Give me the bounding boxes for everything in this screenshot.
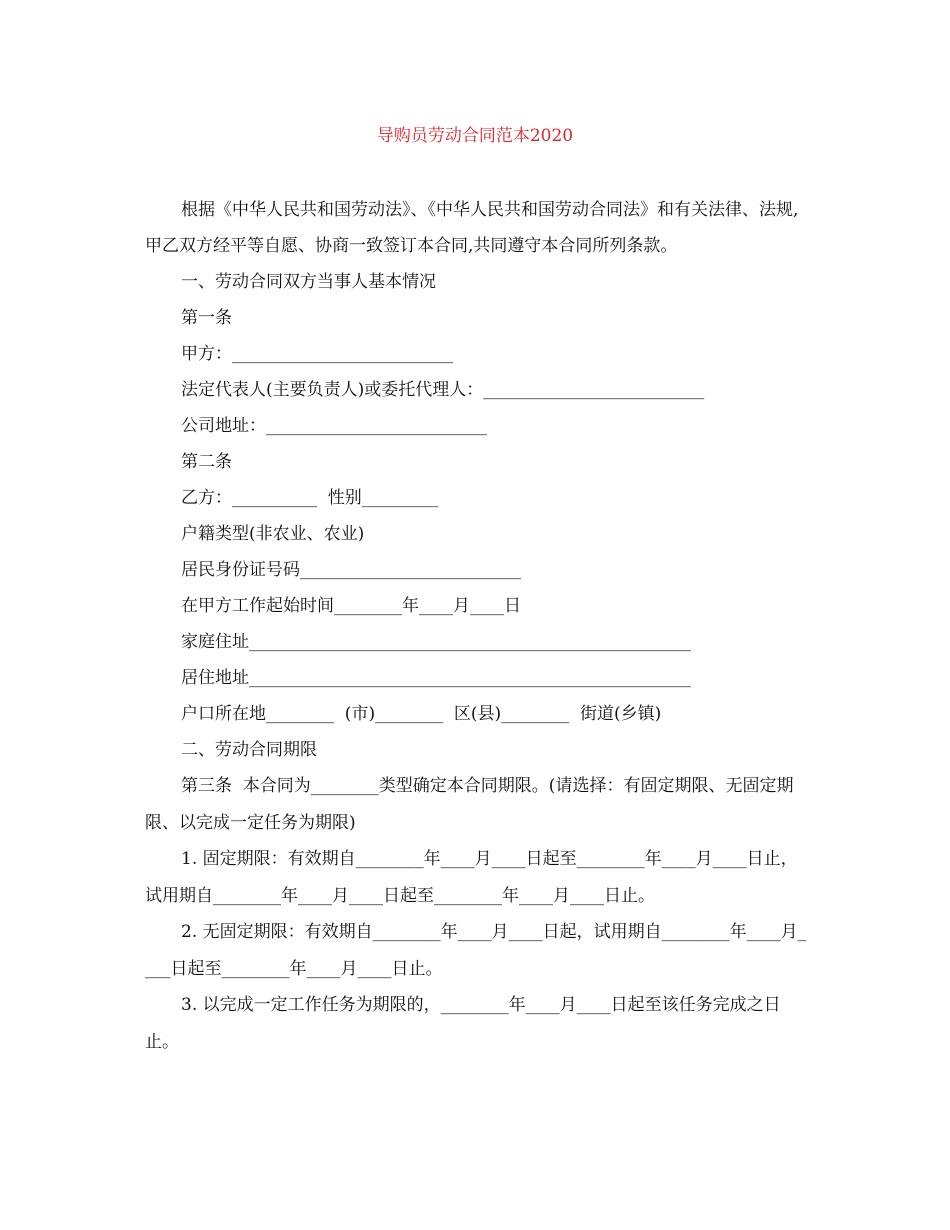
legal-representative-line: 法定代表人(主要负责人)或委托代理人：__________________________ (181, 380, 705, 400)
household-type-line: 户籍类型(非农业、农业) (181, 524, 365, 544)
article-3-paragraph: 第三条 本合同为________类型确定本合同期限。(请选择：有固定期限、无固定期限、以完成一定任务为期限) (145, 776, 794, 833)
document-title: 导购员劳动合同范本2020 (376, 126, 574, 146)
fixed-term-paragraph: 1. 固定期限：有效期自________年____月____日起至________年____月____日止，试用期自________年____月____日起至________年____月____日止。 (145, 849, 798, 906)
id-number-line: 居民身份证号码__________________________ (181, 560, 521, 580)
party-a-line: 甲方：__________________________ (181, 344, 453, 364)
open-term-paragraph: 2. 无固定期限：有效期自________年____月____日起，试用期自________年____月____日起至________年____月____日止。 (145, 922, 807, 979)
paragraph-preamble: 根据《中华人民共和国劳动法》、《中华人民共和国劳动合同法》和有关法律、法规,甲乙双方经平等自愿、协商一致签订本合同,共同遵守本合同所列条款。 (145, 200, 799, 256)
residence-address-line: 居住地址____________________________________________________ (181, 668, 691, 688)
section-heading-parties: 一、劳动合同双方当事人基本情况 (181, 272, 436, 292)
start-date-line: 在甲方工作起始时间________年____月____日 (181, 596, 521, 616)
section-heading-term: 二、劳动合同期限 (181, 740, 317, 760)
task-term-paragraph: 3. 以完成一定工作任务为期限的，________年____月____日起至该任务完成之日止。 (145, 995, 781, 1052)
document-body (145, 192, 810, 1060)
article-1-heading: 第一条 (181, 308, 232, 328)
company-address-line: 公司地址：__________________________ (181, 416, 487, 436)
party-b-line: 乙方：__________ 性别_________ (181, 488, 439, 508)
home-address-line: 家庭住址____________________________________________________ (181, 632, 691, 652)
article-2-heading: 第二条 (181, 452, 232, 472)
household-registration-line: 户口所在地________ (市)________ 区(县)________ 街道(乡镇) (181, 704, 662, 724)
